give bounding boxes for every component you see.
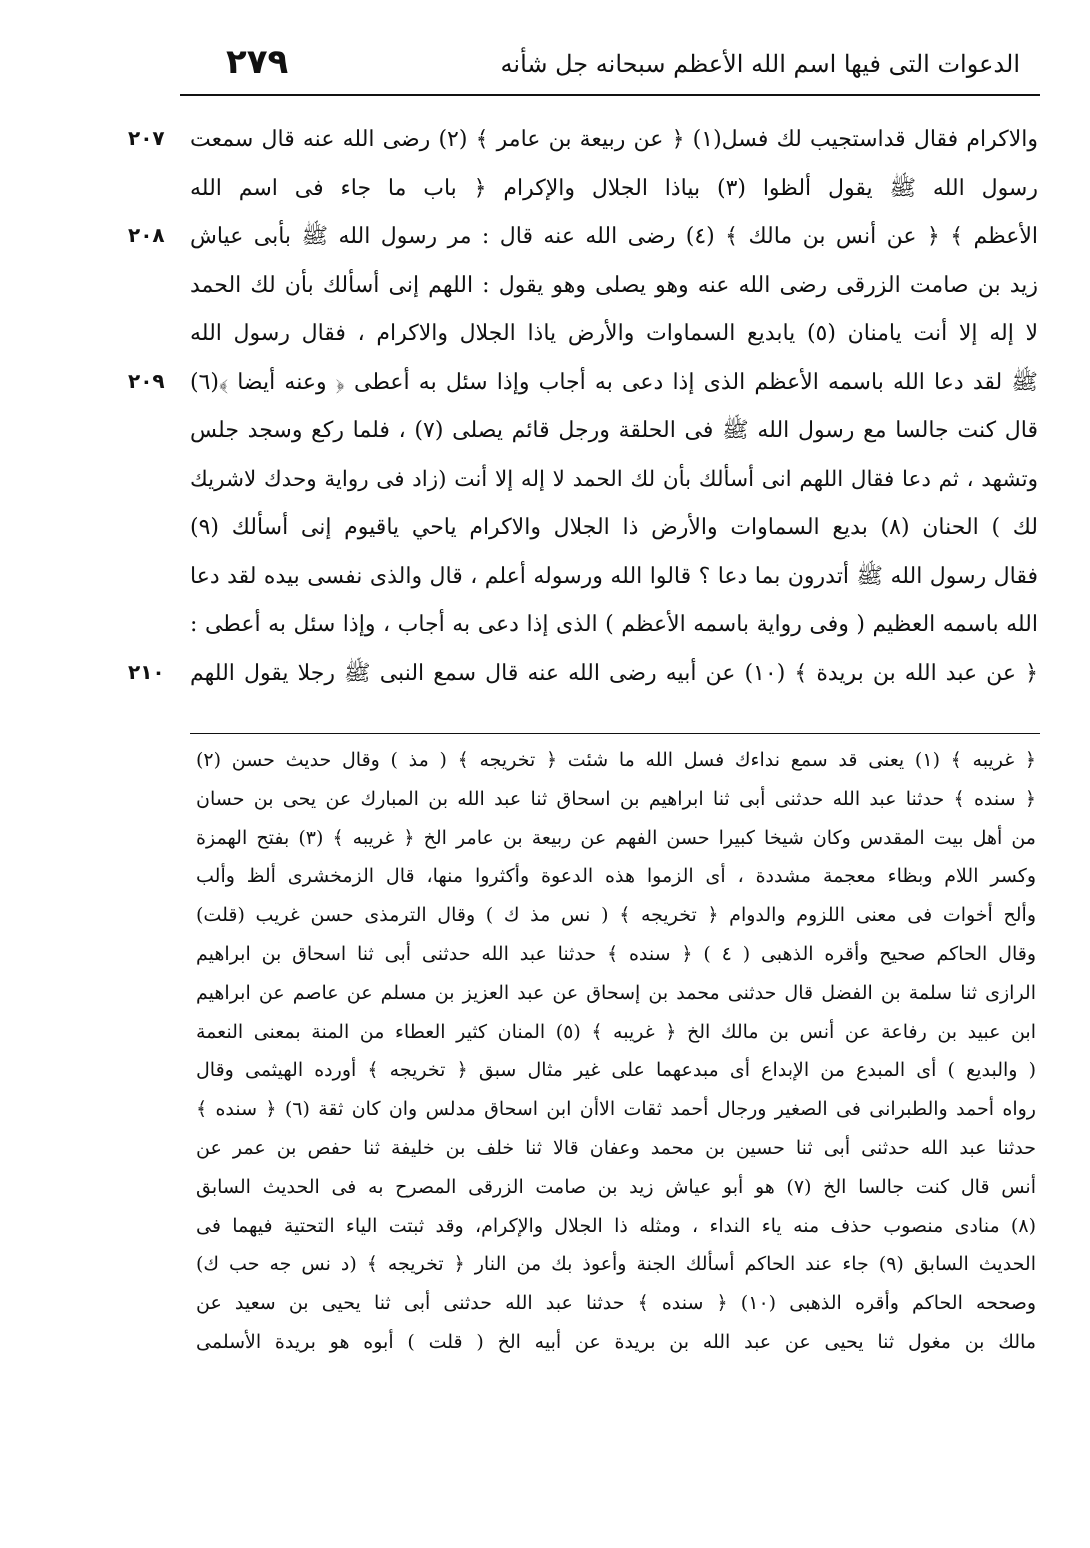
page-header (180, 38, 1040, 88)
footnote-line: ابن عبيد بن رفاعة عن أنس بن مالك الخ ﴿ غريبه ﴾ (٥) المنان كثير العطاء من المنة بمعنى النعمة (196, 1020, 1036, 1043)
main-text-line: الأعظم ﴾ ﴿ عن أنس بن مالك ﴾ (٤) رضى الله عنه قال : مر رسول الله ﷺ بأبى عياش (190, 224, 1038, 249)
footnote-line: وصححه الحاكم وأقره الذهبى (١٠) ﴿ سنده ﴾ حدثنا عبد الله حدثنى أبى ثنا يحيى بن سعيد عن (196, 1292, 1036, 1315)
footnote-line: ﴿ سنده ﴾ حدثنا عبد الله حدثنى أبى ثنا ابراهيم بن اسحاق ثنا عبد الله بن المبارك عن يحى بن حسان (196, 787, 1036, 810)
footnote-line: الرازى ثنا سلمة بن الفضل قال حدثنى محمد بن إسحاق عن عبد العزيز بن مسلم عن عاصم عن ابراهيم (196, 981, 1036, 1004)
hadith-number: ٢٠٩ (128, 368, 165, 393)
main-text-line: وتشهد ، ثم دعا فقال اللهم انى أسألك بأن لك الحمد لا إله إلا أنت (زاد فى رواية وحدك لاشريك (190, 466, 1038, 492)
page-number: ٢٧٩ (226, 42, 289, 82)
footnote-line: رواه أحمد والطبرانى فى الصغير ورجال أحمد ثقات الاأن ابن اسحاق مدلس وان كان ثقة (٦) ﴿ سنده ﴾ (196, 1098, 1036, 1121)
hadith-number: ٢١٠ (128, 659, 165, 684)
footnote-line: ( والبديع ) أى المبدع من الإبداع أى مبدعهما على غير مثال سبق ﴿ تخريجه ﴾ أورده الهيثمى وقال (196, 1059, 1036, 1082)
footnote-line: (٨) منادى منصوب حذف منه ياء النداء ، ومثله ذا الجلال والإكرام، وقد ثبتت الياء التحتية فيهما فى (196, 1214, 1036, 1237)
header-rule (180, 94, 1040, 96)
main-text-line: ﴿ عن عبد الله بن بريدة ﴾ (١٠) عن أبيه رضى الله عنه قال سمع النبى ﷺ رجلا يقول اللهم (190, 660, 1038, 686)
footnote-line: وقال الحاكم صحيح وأقره الذهبى ( ٤ ) ﴿ سنده ﴾ حدثنا عبد الله حدثنى أبى ثنا اسحاق بن ابراهيم (196, 942, 1036, 965)
main-text-line: الله باسمه العظيم ( وفى رواية باسمه الأعظم ) الذى إذا دعى به أجاب ، وإذا سئل به أعطى : (190, 612, 1038, 637)
footnote-separator-rule (190, 733, 1040, 734)
footnote-line: وكسر اللام وبظاء معجمة مشددة ، أى الزموا هذه الدعوة وأكثروا منها، قال الزمخشرى ألظ وألب (196, 865, 1036, 888)
footnote-line: مالك بن مغول ثنا يحيى عن عبد الله بن بريدة عن أبيه الخ ( قلت ) أبوه هو بريدة الأسلمى (196, 1330, 1036, 1353)
main-text-line: فقال رسول الله ﷺ أتدرون بما دعا ؟ قالوا الله ورسوله أعلم ، قال والذى نفسى بيده لقد دعا (190, 563, 1038, 589)
main-text-line: لا إله إلا أنت يامنان (٥) يابديع السماوات والأرض ياذا الجلال والاكرام ، فقال رسول الله (190, 321, 1038, 346)
footnote-line: وألح أخوات فى معنى اللزوم والدوام ﴿ تخريجه ﴾ ( نس مذ ك ) وقال الترمذى حسن غريب (قلت) (196, 904, 1036, 927)
footnotes (196, 742, 1036, 1363)
running-title: الدعوات التى فيها اسم الله الأعظم سبحانه جل شأنه (500, 50, 1020, 78)
main-text (190, 118, 1038, 700)
hadith-number: ٢٠٧ (128, 126, 165, 150)
main-text-line: لك ) الحنان (٨) بديع السماوات والأرض ذا الجلال والاكرام ياحي ياقيوم إنى أسألك (٩) (190, 515, 1038, 540)
footnote-line: ﴿ غريبه ﴾ (١) يعنى قد سمع نداءك فسل الله ما شئت ﴿ تخريجه ﴾ ( مذ ) وقال حديث حسن (٢) (196, 749, 1036, 771)
main-text-line: والاكرام فقال قداستجيب لك فسل(١) ﴿ عن ربيعة بن عامر ﴾ (٢) رضى الله عنه قال سمعت (190, 127, 1038, 152)
main-text-line: زيد بن صامت الزرقى رضى الله عنه وهو يصلى وهو يقول : اللهم إنى أسألك بأن لك الحمد (190, 272, 1038, 298)
hadith-number: ٢٠٨ (128, 223, 165, 247)
main-text-line: قال كنت جالسا مع رسول الله ﷺ فى الحلقة ورجل قائم يصلى (٧) ، فلما ركع وسجد جلس (190, 418, 1038, 443)
footnote-line: أنس قال كنت جالسا الخ (٧) هو أبو عياش زيد بن صامت الزرقى المصرح به فى الحديث السابق (196, 1175, 1036, 1198)
footnote-line: حدثنا عبد الله حدثنى أبى ثنا حسين بن محمد وعفان قالا ثنا خلف بن خليفة ثنا حفص بن عمر عن (196, 1136, 1036, 1159)
footnote-line: الحديث السابق (٩) جاء عند الحاكم أسألك الجنة وأعوذ بك من النار ﴿ تخريجه ﴾ (د نس جه حب ك) (196, 1253, 1036, 1276)
main-text-line: رسول الله ﷺ يقول ألظوا (٣) بياذا الجلال والإكرام ﴿ باب ما جاء فى اسم الله (190, 175, 1038, 201)
main-text-line: ﷺ لقد دعا الله باسمه الأعظم الذى إذا دعى به أجاب وإذا سئل به أعطى ﴿ وعنه أيضا ﴾(٦) (190, 369, 1038, 395)
footnote-line: من أهل بيت المقدس وكان شيخا كبيرا حسن الفهم عن ربيعة بن عامر الخ ﴿ غريبه ﴾ (٣) بفتح الهمزة (196, 826, 1036, 849)
